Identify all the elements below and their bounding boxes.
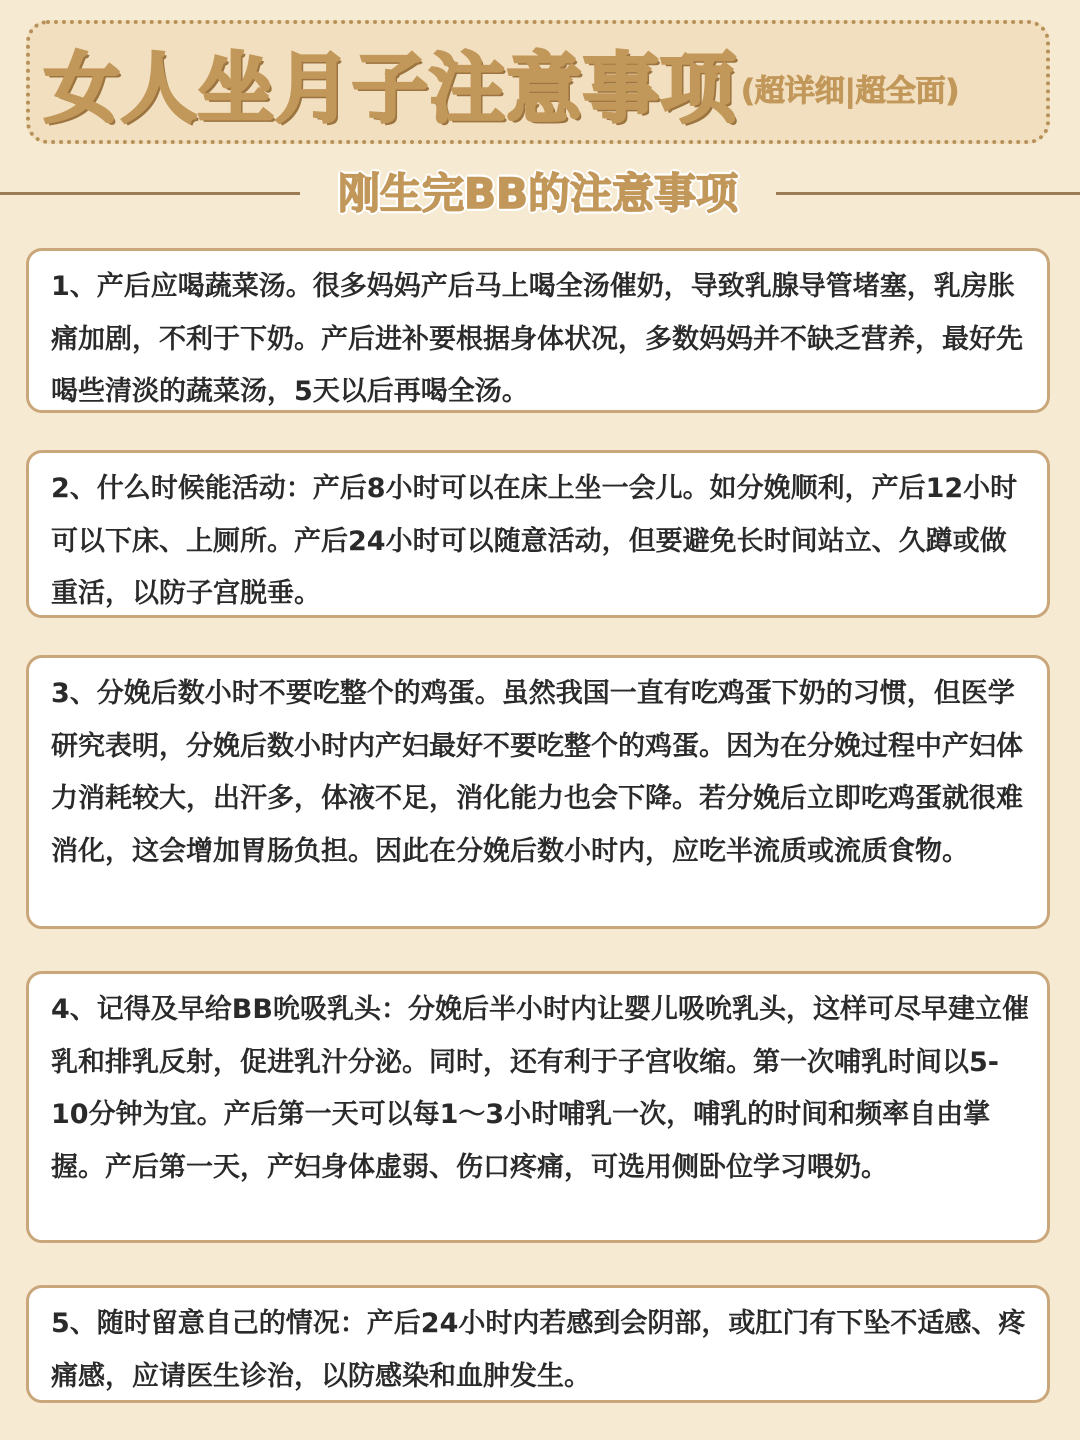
section-divider-right [776,192,1080,195]
tip-text: 3、分娩后数小时不要吃整个的鸡蛋。虽然我国一直有吃鸡蛋下奶的习惯，但医学研究表明，分娩后数小时内产妇最好不要吃整个的鸡蛋。因为在分娩过程中产妇体力消耗较大，出汗多，体液不足，消化能力也会下降。若分娩后立即吃鸡蛋就很难消化，这会增加胃肠负担。因此在分娩后数小时内，应吃半流质或流质食物。 [51,678,1023,867]
tip-card-4 [26,971,1050,1243]
section-title: 刚生完BB的注意事项 [337,169,739,218]
page-title: 女人坐月子注意事项 [44,43,737,133]
title-banner [26,20,1050,144]
tip-card-3 [26,655,1050,929]
tip-text: 2、什么时候能活动：产后8小时可以在床上坐一会儿。如分娩顺利，产后12小时可以下床、上厕所。产后24小时可以随意活动，但要避免长时间站立、久蹲或做重活，以防子宫脱垂。 [51,473,1018,609]
tip-card-2 [26,450,1050,618]
tip-text: 1、产后应喝蔬菜汤。很多妈妈产后马上喝全汤催奶，导致乳腺导管堵塞，乳房胀痛加剧，不利于下奶。产后进补要根据身体状况，多数妈妈并不缺乏营养，最好先喝些清淡的蔬菜汤，5天以后再喝全汤。 [51,271,1023,407]
tip-card-1 [26,248,1050,413]
tip-text: 5、随时留意自己的情况：产后24小时内若感到会阴部，或肛门有下坠不适感、疼痛感，应请医生诊治，以防感染和血肿发生。 [51,1308,1026,1392]
page-subtitle: (超详细|超全面) [741,74,960,109]
tip-text: 4、记得及早给BB吮吸乳头：分娩后半小时内让婴儿吸吮乳头，这样可尽早建立催乳和排乳反射，促进乳汁分泌。同时，还有利于子宫收缩。第一次哺乳时间以5-10分钟为宜。产后第一天可以每1～3小时哺乳一次，哺乳的时间和频率自由掌握。产后第一天，产妇身体虚弱、伤口疼痛，可选用侧卧位学习喂奶。 [51,994,1029,1183]
tip-card-5 [26,1285,1050,1403]
section-divider-left [0,192,300,195]
